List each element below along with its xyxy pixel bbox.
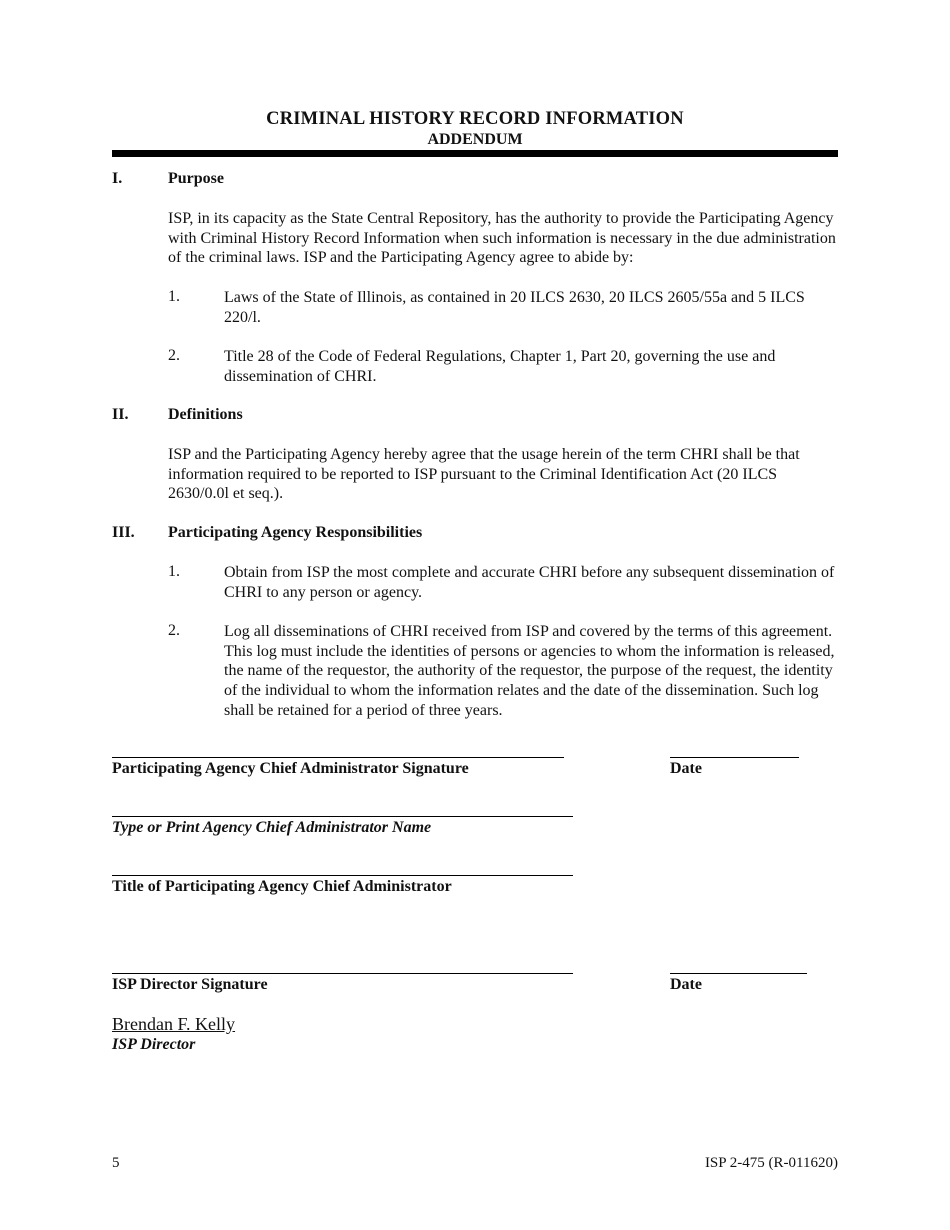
agency-date-line[interactable]: [670, 757, 799, 758]
agency-name-label: Type or Print Agency Chief Administrator Name: [112, 819, 432, 836]
list-item-number: 2.: [168, 622, 180, 639]
section-number: II.: [112, 406, 129, 423]
list-item-text: Laws of the State of Illinois, as contained in 20 ILCS 2630, 20 ILCS 2605/55a and 5 ILCS 220/l.: [224, 289, 805, 326]
agency-title-line[interactable]: [112, 875, 573, 876]
document-subtitle: ADDENDUM: [427, 131, 523, 148]
agency-title-label: Title of Participating Agency Chief Administrator: [112, 878, 452, 895]
list-item-number: 2.: [168, 347, 180, 364]
section-heading-definitions: Definitions: [168, 406, 243, 423]
section-number: I.: [112, 170, 123, 187]
agency-signature-line[interactable]: [112, 757, 564, 758]
section-heading-purpose: Purpose: [168, 170, 224, 187]
agency-name-line[interactable]: [112, 816, 573, 817]
list-item-text: Title 28 of the Code of Federal Regulations, Chapter 1, Part 20, governing the use and dissemination of CHRI.: [224, 348, 776, 385]
form-id: ISP 2-475 (R-011620): [704, 1155, 838, 1171]
page-number: 5: [112, 1155, 120, 1171]
agency-date-label: Date: [670, 760, 702, 777]
document-title: CRIMINAL HISTORY RECORD INFORMATION: [266, 109, 684, 129]
list-item-number: 1.: [168, 563, 180, 580]
list-item-text: Log all disseminations of CHRI received from ISP and covered by the terms of this agreement. This log must include the identities of persons or agencies to whom the information is released, the name of the requestor, the authority of the requestor, the purpose of the request, the identity of the individual to whom the information relates and the date of the dissemination. Such log shall be retained for a period of three years.: [224, 623, 835, 719]
list-item-number: 1.: [168, 288, 180, 305]
director-role: ISP Director: [112, 1036, 196, 1053]
director-name: Brendan F. Kelly: [112, 1014, 236, 1034]
isp-signature-label: ISP Director Signature: [112, 976, 268, 993]
agency-signature-label: Participating Agency Chief Administrator Signature: [112, 760, 469, 777]
isp-date-line[interactable]: [670, 973, 807, 974]
section-heading-responsibilities: Participating Agency Responsibilities: [168, 524, 423, 541]
definitions-paragraph: ISP and the Participating Agency hereby agree that the usage herein of the term CHRI shall be that information required to be reported to ISP pursuant to the Criminal Identification Act (20 ILCS 2630/0.0l et seq.).: [168, 446, 800, 503]
purpose-paragraph: ISP, in its capacity as the State Central Repository, has the authority to provide the Participating Agency with Criminal History Record Information when such information is necessary in the due administration of the criminal laws. ISP and the Participating Agency agree to abide by:: [168, 210, 836, 267]
header-rule: [112, 150, 838, 157]
isp-date-label: Date: [670, 976, 702, 993]
list-item-text: Obtain from ISP the most complete and accurate CHRI before any subsequent dissemination of CHRI to any person or agency.: [224, 564, 835, 601]
section-number: III.: [112, 524, 135, 541]
isp-signature-line[interactable]: [112, 973, 573, 974]
